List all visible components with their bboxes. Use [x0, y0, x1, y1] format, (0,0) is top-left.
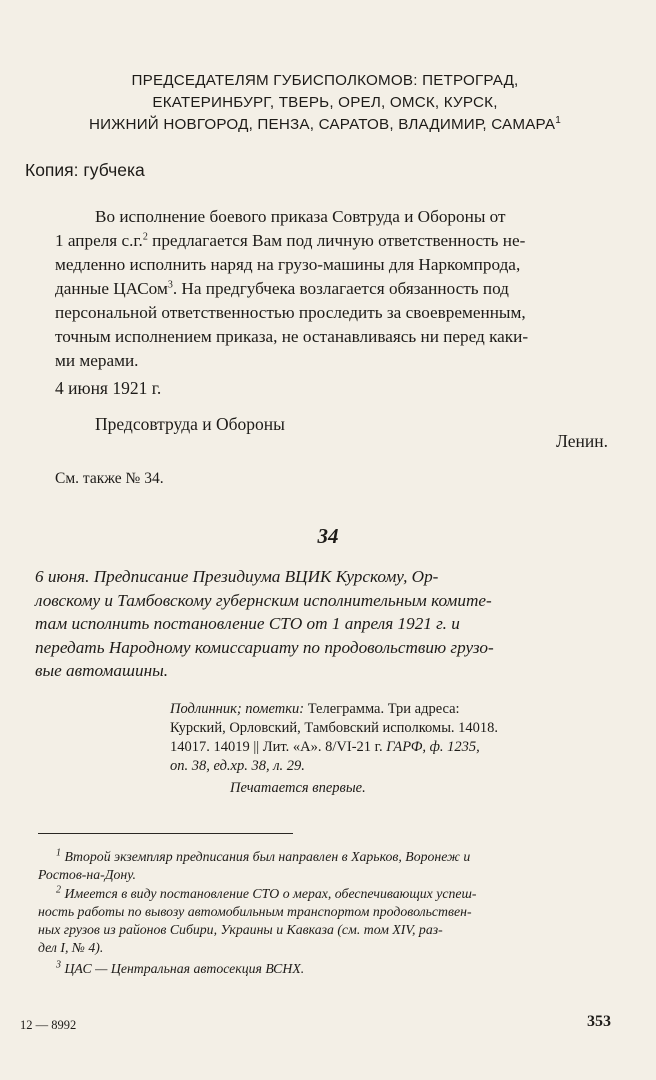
see-also: См. также № 34.	[55, 470, 164, 487]
footnote-3: $^3$ ЦАС — Центральная автосекция ВСНХ.	[56, 959, 305, 976]
footnote-ref-1: 1	[555, 114, 561, 126]
paragraph-line: медленно исполнить наряд на грузо-машины для Наркомпрода,	[55, 255, 521, 274]
summary-line: вые автомашины.	[35, 661, 169, 680]
heading-line-2: ЕКАТЕРИНБУРГ, ТВЕРЬ, ОРЕЛ, ОМСК, КУРСК,	[152, 94, 498, 111]
summary-line: 6 июня. Предписание Президиума ВЦИК Курскому, Ор-	[35, 567, 439, 586]
heading-line-1: ПРЕДСЕДАТЕЛЯМ ГУБИСПОЛКОМОВ: ПЕТРОГРАД,	[131, 72, 519, 89]
first-published-note: Печатается впервые.	[230, 780, 366, 796]
archival-notes	[170, 700, 610, 776]
paragraph-line: персональной ответственностью проследить за своевременным,	[55, 303, 526, 322]
signatory-title: Предсовтруда и Обороны	[95, 414, 285, 434]
notes-line: 14017. 14019 || Лит. «А». 8/VI-21 г. ГАРФ, ф. 1235,	[170, 739, 480, 755]
footnote-divider	[38, 833, 293, 834]
notes-line: Подлинник; пометки: Телеграмма. Три адреса:	[170, 701, 460, 717]
paragraph-line: Во исполнение боевого приказа Совтруда и Обороны от	[95, 207, 506, 226]
paragraph-line: 1 апреля с.г.$^2$ предлагается Вам под личную ответственность не-	[55, 231, 526, 250]
footnote-2: $^2$ Имеется в виду постановление СТО о мерах, обеспечивающих успеш- ность работы по вывозу автомобильным транспортом продовольствен- ных грузов из районов Сибири, Украины и Кавказа (см. том XIV, раз- дел I, № 4).	[38, 884, 477, 955]
summary-line: ловскому и Тамбовскому губернским исполнительным комите-	[35, 590, 492, 610]
paragraph-line: точным исполнением приказа, не останавливаясь ни перед каки-	[55, 327, 529, 346]
paragraph-line: данные ЦАСом$^3$. На предгубчека возлагается обязанность под	[55, 279, 509, 298]
document-number: 34	[317, 524, 339, 548]
notes-line: оп. 38, ед.хр. 38, л. 29.	[170, 758, 305, 774]
footnote-ref-2: 2	[142, 231, 148, 243]
document-summary	[35, 565, 615, 683]
summary-line: передать Народному комиссариату по продовольствию грузо-	[35, 637, 494, 657]
heading	[30, 70, 620, 136]
footnote-1: $^1$ Второй экземпляр предписания был направлен в Харьков, Воронеж и Ростов-на-Дону.	[38, 847, 471, 882]
page-number: 353	[587, 1013, 611, 1030]
footnote-ref-3: 3	[167, 279, 173, 291]
main-paragraph	[55, 205, 610, 373]
printer-signature: 12 — 8992	[20, 1018, 77, 1032]
signatory-name: Ленин.	[556, 431, 608, 451]
summary-line: там исполнить постановление СТО от 1 апреля 1921 г. и	[35, 614, 460, 633]
notes-line: Курский, Орловский, Тамбовский исполкомы. 14018.	[170, 720, 499, 736]
heading-line-3: НИЖНИЙ НОВГОРОД, ПЕНЗА, САРАТОВ, ВЛАДИМИР, САМАРА$^1$	[89, 114, 561, 133]
document-date: 4 июня 1921 г.	[55, 378, 162, 398]
paragraph-line: ми мерами.	[55, 351, 139, 370]
copy-line: Копия: губчека	[25, 160, 145, 180]
